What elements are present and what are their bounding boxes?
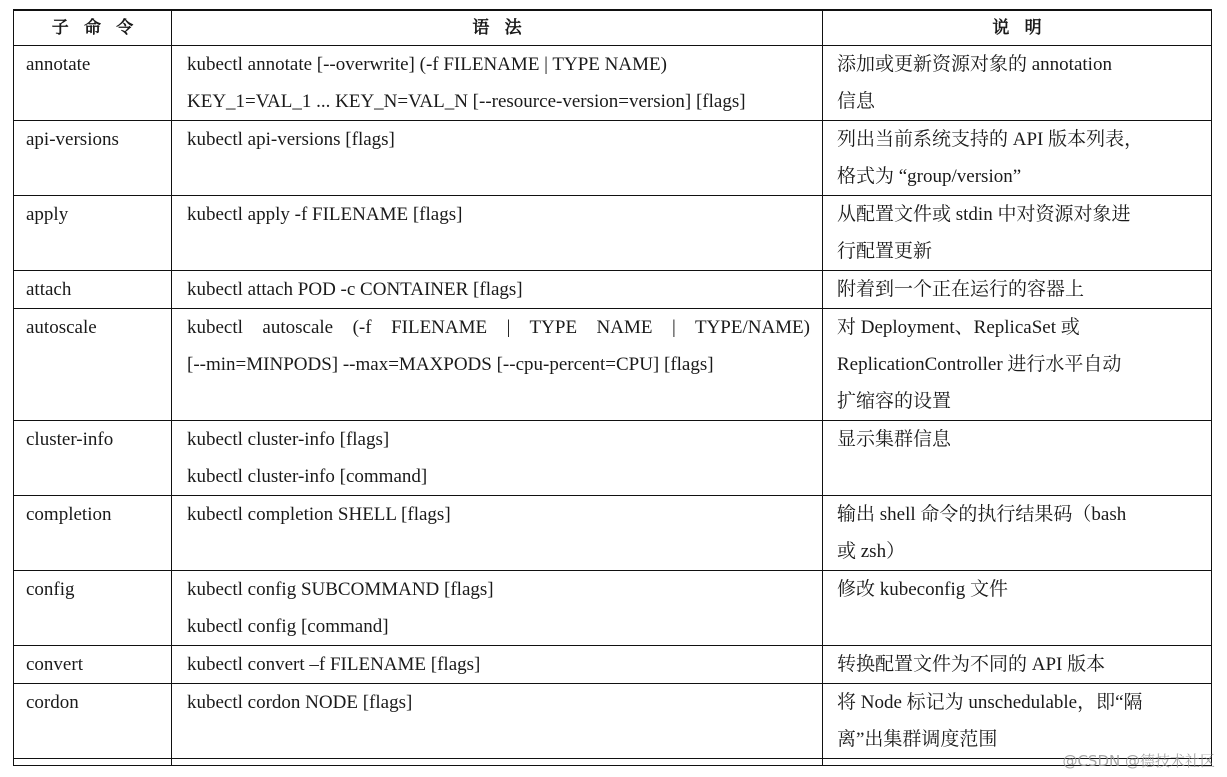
description-line: 添加或更新资源对象的 annotation (837, 54, 1112, 75)
description-line: 附着到一个正在运行的容器上 (837, 279, 1085, 300)
description-line: ReplicationController 进行水平自动 (837, 354, 1122, 375)
syntax-line: kubectl cluster-info [flags] (187, 429, 390, 450)
subcommand-cell (14, 121, 172, 196)
description-line: 修改 kubeconfig 文件 (837, 579, 1008, 600)
description-cell (823, 496, 1212, 571)
subcommand-name: annotate (26, 54, 91, 75)
description-cell (823, 309, 1212, 421)
table-row (14, 646, 1212, 684)
syntax-line: kubectl cordon NODE [flags] (187, 692, 413, 713)
table-row (14, 271, 1212, 309)
subcommand-name: completion (26, 504, 112, 525)
subcommand-cell (14, 196, 172, 271)
subcommand-cell (14, 309, 172, 421)
empty-cell (14, 759, 172, 766)
syntax-line: [--min=MINPODS] --max=MAXPODS [--cpu-percent=CPU] [flags] (187, 354, 714, 375)
subcommand-name: api-versions (26, 129, 119, 150)
syntax-cell (172, 646, 823, 684)
syntax-cell (172, 196, 823, 271)
syntax-cell (172, 571, 823, 646)
description-line: 格式为 “group/version” (837, 166, 1022, 187)
description-cell (823, 646, 1212, 684)
syntax-line: kubectl completion SHELL [flags] (187, 504, 451, 525)
description-cell (823, 571, 1212, 646)
description-line: 扩缩容的设置 (837, 391, 952, 412)
subcommand-name: apply (26, 204, 69, 225)
watermark: @CSDN @德技术社区 (1062, 752, 1215, 770)
syntax-line: kubectl apply -f FILENAME [flags] (187, 204, 463, 225)
table-row (14, 421, 1212, 496)
description-line: 转换配置文件为不同的 API 版本 (837, 654, 1106, 675)
table-row-cutoff (14, 759, 1212, 766)
table-row (14, 684, 1212, 759)
subcommand-name: config (26, 579, 75, 600)
description-line: 从配置文件或 stdin 中对资源对象进 (837, 204, 1131, 225)
subcommand-cell (14, 496, 172, 571)
description-line: 行配置更新 (837, 241, 933, 262)
syntax-cell (172, 309, 823, 421)
subcommand-cell (14, 46, 172, 121)
syntax-line: kubectl autoscale (-f FILENAME | TYPE NAME | TYPE/NAME) (187, 317, 810, 338)
syntax-line: kubectl attach POD -c CONTAINER [flags] (187, 279, 523, 300)
syntax-cell (172, 121, 823, 196)
description-cell (823, 684, 1212, 759)
subcommand-name: autoscale (26, 317, 97, 338)
subcommand-cell (14, 421, 172, 496)
table-header (14, 10, 1212, 46)
syntax-cell (172, 271, 823, 309)
subcommand-cell (14, 271, 172, 309)
description-line: 显示集群信息 (837, 429, 952, 450)
table-row (14, 46, 1212, 121)
description-cell (823, 421, 1212, 496)
description-cell (823, 271, 1212, 309)
header-subcommand: 子命令 (14, 10, 172, 46)
description-line: 将 Node 标记为 unschedulable，即“隔 (837, 692, 1143, 713)
header-description: 说明 (823, 10, 1212, 46)
subcommand-cell (14, 646, 172, 684)
subcommand-name: convert (26, 654, 83, 675)
subcommand-name: cordon (26, 692, 79, 713)
empty-cell (172, 759, 823, 766)
description-cell (823, 121, 1212, 196)
syntax-line: kubectl config SUBCOMMAND [flags] (187, 579, 494, 600)
description-line: 列出当前系统支持的 API 版本列表， (837, 129, 1144, 150)
table-row (14, 196, 1212, 271)
table-row (14, 309, 1212, 421)
syntax-line: kubectl config [command] (187, 616, 389, 637)
syntax-cell (172, 421, 823, 496)
description-cell (823, 196, 1212, 271)
table-row (14, 496, 1212, 571)
header-syntax: 语法 (172, 10, 823, 46)
syntax-cell (172, 496, 823, 571)
description-line: 输出 shell 命令的执行结果码（bash (837, 504, 1127, 525)
table-row (14, 571, 1212, 646)
syntax-cell (172, 46, 823, 121)
description-cell (823, 46, 1212, 121)
table-row (14, 121, 1212, 196)
description-line: 离”出集群调度范围 (837, 729, 998, 750)
subcommand-cell (14, 684, 172, 759)
description-line: 或 zsh） (837, 541, 906, 562)
table-body (14, 46, 1212, 766)
syntax-cell (172, 684, 823, 759)
syntax-line: kubectl api-versions [flags] (187, 129, 395, 150)
description-line: 信息 (837, 91, 876, 112)
description-line: 对 Deployment、ReplicaSet 或 (837, 317, 1080, 338)
syntax-line: kubectl convert –f FILENAME [flags] (187, 654, 481, 675)
subcommand-name: cluster-info (26, 429, 114, 450)
kubectl-subcommand-table (13, 9, 1212, 766)
header-row (14, 10, 1212, 46)
syntax-line: kubectl annotate [--overwrite] (-f FILENAME | TYPE NAME) (187, 54, 667, 75)
syntax-line: kubectl cluster-info [command] (187, 466, 428, 487)
subcommand-name: attach (26, 279, 72, 300)
subcommand-cell (14, 571, 172, 646)
syntax-line: KEY_1=VAL_1 ... KEY_N=VAL_N [--resource-version=version] [flags] (187, 91, 746, 112)
